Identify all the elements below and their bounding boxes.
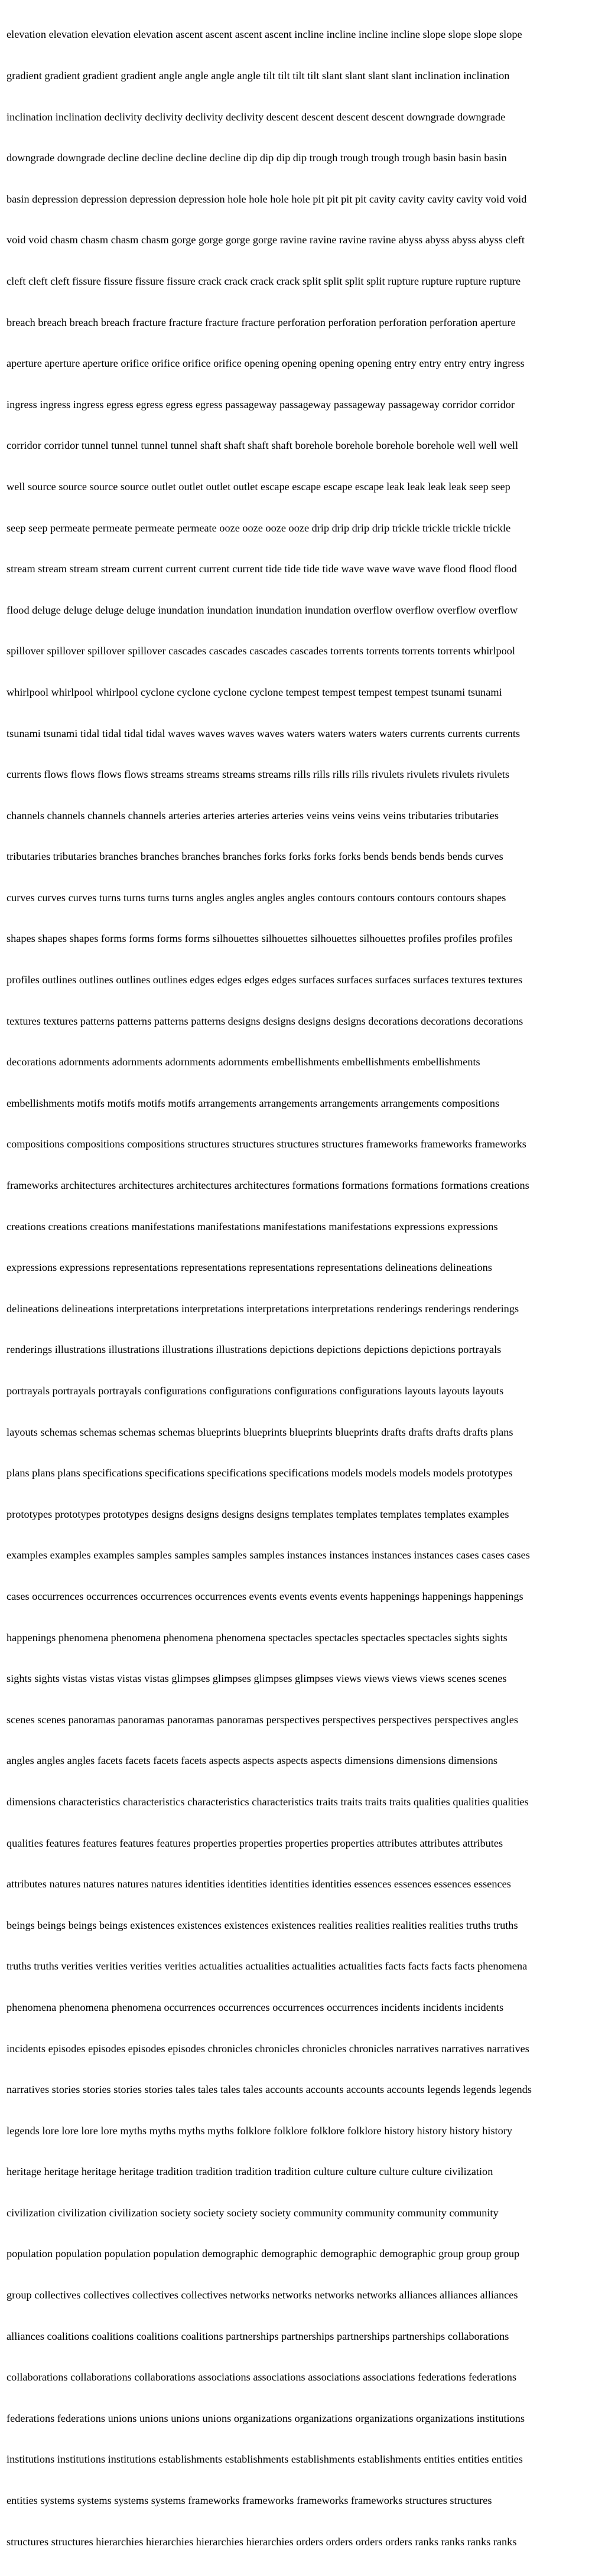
text-line: dimensions characteristics characteristics characteristics characteristics traits traits traits traits qualities qualities qualities [6,1795,529,1808]
text-line: sights sights vistas vistas vistas vistas glimpses glimpses glimpses glimpses views views views views scenes scenes [6,1672,507,1685]
text-line: channels channels channels channels arteries arteries arteries arteries veins veins veins veins tributaries tributaries [6,809,499,821]
text-line: layouts schemas schemas schemas schemas blueprints blueprints blueprints blueprints drafts drafts drafts drafts plans [6,1426,513,1438]
text-line: compositions compositions compositions structures structures structures structures frameworks frameworks frameworks [6,1138,526,1150]
text-line: expressions expressions representations representations representations representations delineations delineations [6,1261,492,1274]
text-line: angles angles angles facets facets facets facets aspects aspects aspects aspects dimensions dimensions dimensions [6,1755,498,1767]
text-line: corridor corridor tunnel tunnel tunnel tunnel shaft shaft shaft shaft borehole borehole borehole borehole well well well [6,439,519,452]
text-line: happenings phenomena phenomena phenomena phenomena spectacles spectacles spectacles spectacles sights sights [6,1631,508,1644]
text-line: portrayals portrayals portrayals configurations configurations configurations configurations layouts layouts layouts [6,1385,504,1397]
text-line: prototypes prototypes prototypes designs designs designs designs templates templates templates templates examples [6,1508,509,1520]
text-line: basin depression depression depression depression hole hole hole hole pit pit pit pit cavity cavity cavity cavity void void [6,193,527,205]
text-line: scenes scenes panoramas panoramas panoramas panoramas perspectives perspectives perspectives perspectives angles [6,1713,518,1726]
text-line: heritage heritage heritage heritage tradition tradition tradition tradition culture culture culture culture civilization [6,2166,493,2178]
text-line: narratives stories stories stories stories tales tales tales tales accounts accounts accounts accounts legends legends legends [6,2083,532,2096]
text-line: federations federations unions unions unions unions organizations organizations organizations organizations institutions [6,2412,525,2424]
text-line: frameworks architectures architectures architectures architectures formations formations formations formations creations [6,1179,529,1192]
text-line: flood deluge deluge deluge deluge inundation inundation inundation inundation overflow overflow overflow overflow [6,604,518,616]
text-line: truths truths verities verities verities verities actualities actualities actualities actualities facts facts facts facts phenomena [6,1960,528,1972]
text-line: elevation elevation elevation elevation ascent ascent ascent ascent incline incline incline incline slope slope slope slope [6,28,522,41]
text-line: creations creations creations manifestations manifestations manifestations manifestations expressions expressions [6,1220,498,1232]
text-line: renderings illustrations illustrations illustrations illustrations depictions depictions depictions depictions portrayals [6,1344,502,1356]
text-line: whirlpool whirlpool whirlpool cyclone cyclone cyclone cyclone tempest tempest tempest tempest tsunami tsunami [6,686,502,698]
text-line: entities systems systems systems systems frameworks frameworks frameworks frameworks structures structures [6,2495,492,2507]
text-line: attributes natures natures natures natures identities identities identities identities essences essences essences essences [6,1878,511,1890]
text-line: embellishments motifs motifs motifs motifs arrangements arrangements arrangements arrangements compositions [6,1097,500,1109]
text-line: decorations adornments adornments adornments adornments embellishments embellishments embellishments [6,1056,480,1068]
text-line: curves curves curves turns turns turns turns angles angles angles angles contours contours contours contours shapes [6,891,506,904]
text-line: civilization civilization civilization society society society society community community community community [6,2206,499,2219]
text-line: profiles outlines outlines outlines outlines edges edges edges edges surfaces surfaces surfaces surfaces textures textures [6,974,523,986]
text-line: ingress ingress ingress egress egress egress egress passageway passageway passageway passageway corridor corridor [6,398,515,410]
text-line: void void chasm chasm chasm chasm gorge gorge gorge gorge ravine ravine ravine ravine abyss abyss abyss abyss cleft [6,234,525,246]
text-line: delineations delineations interpretations interpretations interpretations interpretations renderings renderings renderings [6,1302,519,1315]
text-line: currents flows flows flows flows streams streams streams streams rills rills rills rills rivulets rivulets rivulets rivulets [6,768,509,781]
text-line: cases occurrences occurrences occurrences occurrences events events events events happenings happenings happenings [6,1590,523,1602]
text-line: tsunami tsunami tidal tidal tidal tidal waves waves waves waves waters waters waters waters currents currents currents [6,727,521,739]
text-line: breach breach breach breach fracture fracture fracture fracture perforation perforation perforation perforation aperture [6,316,516,328]
text-line: spillover spillover spillover spillover cascades cascades cascades cascades torrents torrents torrents torrents whirlpool [6,645,515,657]
text-line: seep seep permeate permeate permeate permeate ooze ooze ooze ooze drip drip drip drip trickle trickle trickle trickle [6,521,511,534]
text-line: well source source source source outlet outlet outlet outlet escape escape escape escape leak leak leak leak seep seep [6,480,510,493]
text-line: phenomena phenomena phenomena occurrences occurrences occurrences occurrences incidents incidents incidents [6,2001,504,2013]
text-line: institutions institutions institutions establishments establishments establishments establishments entities entities entities [6,2453,523,2466]
text-line: group collectives collectives collectives collectives networks networks networks networks alliances alliances alliances [6,2289,518,2301]
text-line: shapes shapes shapes forms forms forms forms silhouettes silhouettes silhouettes silhouettes profiles profiles profiles [6,932,513,945]
text-line: legends lore lore lore lore myths myths myths myths folklore folklore folklore folklore history history history history [6,2124,513,2137]
text-line: structures structures hierarchies hierarchies hierarchies hierarchies orders orders orders orders ranks ranks ranks ranks [6,2535,517,2548]
text-line: stream stream stream stream current current current current tide tide tide tide wave wave wave wave flood flood flood [6,563,517,575]
text-line: examples examples examples samples samples samples samples instances instances instances instances cases cases cases [6,1549,530,1561]
text-line: beings beings beings beings existences existences existences existences realities realities realities realities truths truths [6,1919,518,1931]
text-line: gradient gradient gradient gradient angle angle angle angle tilt tilt tilt tilt slant slant slant slant inclination inclination [6,70,510,81]
text-line: plans plans plans specifications specifications specifications specifications models models models models prototypes [6,1467,513,1479]
text-line: qualities features features features features properties properties properties properties attributes attributes attributes [6,1837,503,1849]
text-line: population population population population demographic demographic demographic demographic group group group [6,2248,520,2260]
text-line: downgrade downgrade decline decline decline decline dip dip dip dip trough trough trough trough basin basin basin [6,152,507,164]
word-list-text [6,1,603,2576]
text-line: collaborations collaborations collaborations associations associations associations associations federations federations [6,2371,517,2383]
text-line: aperture aperture aperture orifice orifice orifice orifice opening opening opening opening entry entry entry entry ingress [6,357,525,370]
text-line: incidents episodes episodes episodes episodes chronicles chronicles chronicles chronicles narratives narratives narratives [6,2042,529,2055]
text-line: tributaries tributaries branches branches branches branches forks forks forks forks bends bends bends bends curves [6,850,503,863]
text-line: textures textures patterns patterns patterns patterns designs designs designs designs decorations decorations decorations [6,1015,523,1027]
text-line: cleft cleft cleft fissure fissure fissure fissure crack crack crack crack split split split split rupture rupture rupture rupture [6,275,521,287]
text-line: inclination inclination declivity declivity declivity declivity descent descent descent descent downgrade downgrade [6,110,506,123]
text-line: alliances coalitions coalitions coalitions coalitions partnerships partnerships partnerships partnerships collaborations [6,2330,509,2342]
